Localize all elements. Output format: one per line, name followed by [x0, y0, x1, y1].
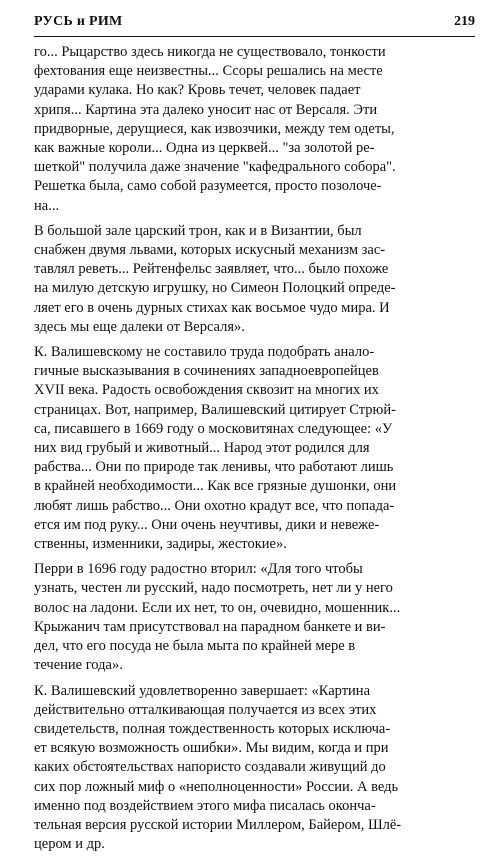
text-line: ет всякую возможность ошибки». Мы видим, когда и при [34, 740, 389, 757]
text-line: свидетельств, полная тождественность которых исключа- [34, 720, 391, 737]
text-line: рабства... Они по природе так ленивы, что работают лишь [34, 459, 394, 476]
body-text [34, 43, 475, 860]
text-line: В большой зале царский трон, как и в Византии, был [34, 222, 362, 239]
text-line: них вид грубый и животный... Народ этот родился для [34, 440, 370, 457]
text-line: хрипя... Картина эта далеко уносит нас от Версаля. Эти [34, 101, 378, 118]
text-line: ственны, изменники, задиры, жестокие». [34, 536, 287, 553]
text-line: са, писавшего в 1669 году о московитянах следующее: «У [34, 420, 393, 437]
running-title: РУСЬ и РИМ [34, 14, 123, 29]
text-line: действительно отталкивающая получается из всех этих [34, 701, 377, 718]
text-line: любят лишь рабство... Они охотно крадут все, что попада- [34, 497, 395, 514]
text-line: фехтования еще неизвестны... Ссоры решались на месте [34, 63, 383, 80]
text-line: на... [34, 197, 60, 214]
text-line: каких обстоятельствах напористо создавали живущий до [34, 759, 386, 776]
text-line: Решетка была, само собой разумеется, просто позолоче- [34, 178, 382, 195]
text-line: как важные короли... Одна из церквей... "за золотой ре- [34, 140, 375, 157]
text-line: шеткой" получила даже значение "кафедрального собора". [34, 159, 396, 176]
text-line: именно под воздействием этого мифа писалась оконча- [34, 797, 376, 814]
paragraph [34, 43, 475, 216]
text-line: сих пор ложный миф о «неполноценности» России. А ведь [34, 778, 399, 795]
text-line: дел, что его посуда не была мыта по крайней мере в [34, 638, 356, 655]
text-line: ется им под руку... Они очень неучтивы, дики и невеже- [34, 516, 380, 533]
paragraph [34, 682, 475, 855]
paragraph [34, 560, 475, 675]
text-line: ляет его в очень дурных стихах как восьмое чудо мира. И [34, 299, 390, 316]
paragraph [34, 222, 475, 337]
text-line: в крайней необходимости... Как все грязные душонки, они [34, 478, 397, 495]
page-number: 219 [454, 14, 475, 29]
text-line: К. Валишевскому не составило труда подобрать анало- [34, 344, 375, 361]
text-line: узнать, честен ли русский, надо посмотреть, нет ли у него [34, 580, 393, 597]
paragraph [34, 343, 475, 554]
text-line: XVII века. Радость освобождения сквозит на многих их [34, 382, 379, 399]
text-line: здесь мы еще далеки от Версаля». [34, 318, 245, 335]
text-line: тавлял реветь... Рейтенфельс заявляет, что... было похоже [34, 261, 389, 278]
text-line: гичные высказывания в сочинениях западноевропейцев [34, 363, 379, 380]
text-line: течение года». [34, 657, 123, 674]
text-line: цером и др. [34, 836, 105, 853]
text-line: ударами кулака. Но как? Кровь течет, человек падает [34, 82, 361, 99]
text-line: Крыжанич там присутствовал на парадном банкете и ви- [34, 618, 386, 635]
text-line: Перри в 1696 году радостно вторил: «Для того чтобы [34, 561, 363, 578]
text-line: волос на ладони. Если их нет, то он, очевидно, мошенник... [34, 599, 401, 616]
text-line: К. Валишевский удовлетворенно завершает: «Картина [34, 682, 370, 699]
running-head [34, 14, 475, 37]
text-line: на милую детскую игрушку, но Симеон Полоцкий опреде- [34, 280, 396, 297]
text-line: го... Рыцарство здесь никогда не существовало, тонкости [34, 44, 386, 60]
text-line: придворные, дерущиеся, как извозчики, между тем одеты, [34, 120, 395, 137]
text-line: снабжен двумя львами, которых искусный механизм зас- [34, 242, 386, 259]
text-line: тельная версия русской истории Миллером, Байером, Шлё- [34, 816, 402, 833]
text-line: страницах. Вот, например, Валишевский цитирует Стрюй- [34, 401, 396, 418]
